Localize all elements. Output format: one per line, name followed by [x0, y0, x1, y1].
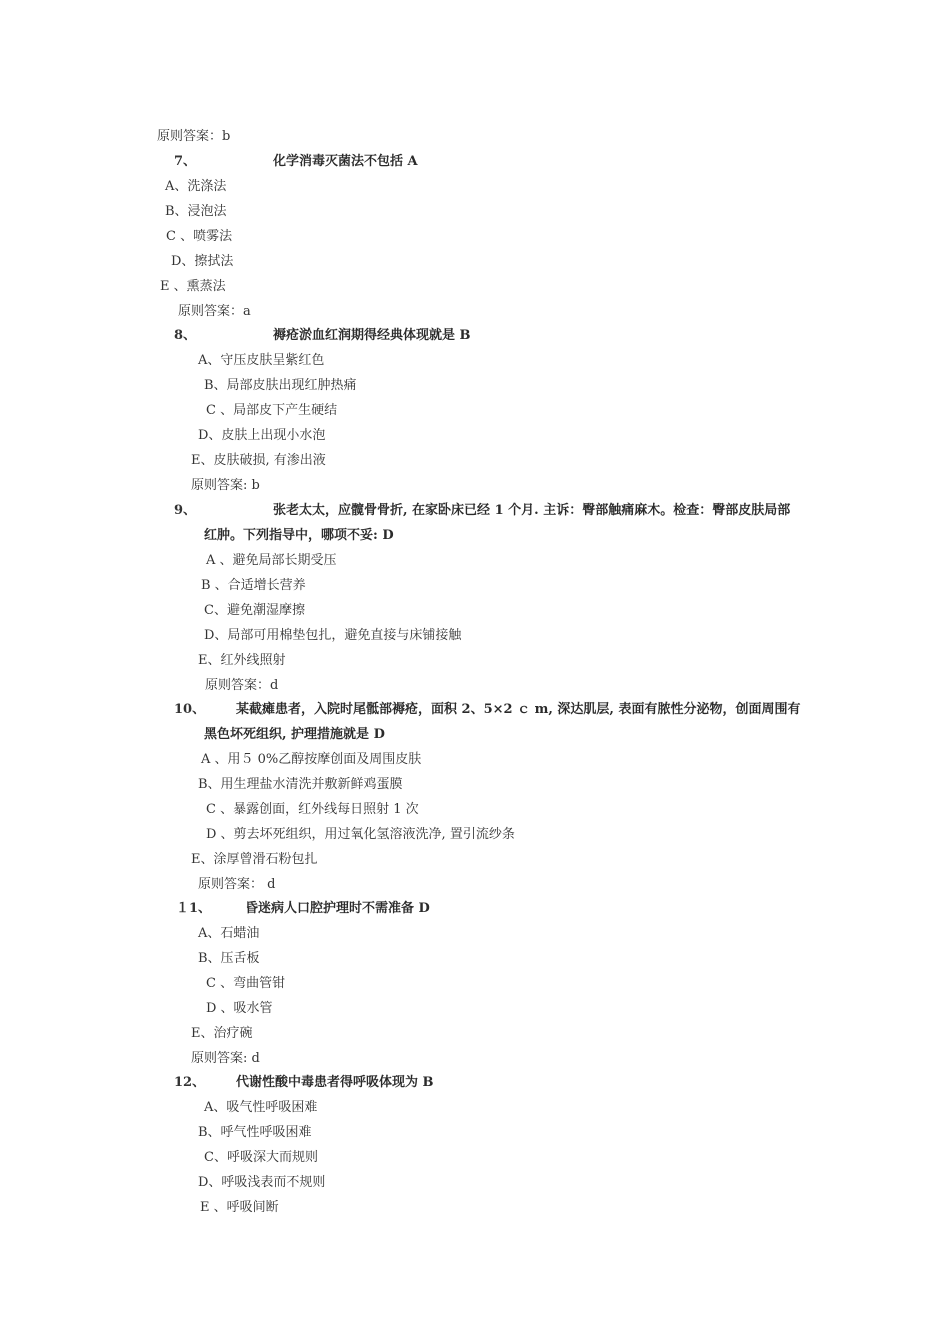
option-b: B、用生理盐水清洗并敷新鲜鸡蛋膜: [198, 777, 403, 792]
option-c: C、避免潮湿摩擦: [204, 603, 305, 618]
answer-line: 原则答案: d: [191, 1051, 260, 1066]
option-e: E、红外线照射: [198, 653, 286, 668]
option-e: E、涂厚曾滑石粉包扎: [191, 852, 318, 867]
option-d: D、局部可用棉垫包扎，避免直接与床铺接触: [204, 628, 462, 643]
question-text: 某截瘫患者，入院时尾骶部褥疮，面积 2、5×2 ｃ m, 深达肌层, 表面有脓性分泌物，创面周围有: [236, 702, 801, 717]
option-d: D 、剪去坏死组织，用过氧化氢溶液洗净, 置引流纱条: [206, 827, 515, 842]
question-number: 7、: [174, 154, 197, 169]
option-e: E 、熏蒸法: [160, 279, 226, 294]
option-c: C 、弯曲管钳: [206, 976, 286, 991]
option-e: E、治疗碗: [191, 1026, 253, 1041]
option-a: A 、避免局部长期受压: [206, 553, 337, 568]
option-d: D、皮肤上出现小水泡: [198, 428, 326, 443]
question-number: １1、: [176, 901, 212, 916]
answer-line: 原则答案: b: [191, 478, 260, 493]
option-d: D 、吸水管: [206, 1001, 273, 1016]
answer-line: 原则答案：a: [178, 304, 251, 319]
question-text: 张老太太，应髋骨骨折, 在家卧床已经 1 个月. 主诉：臀部触痛麻木。检查：臀部皮肤局部: [273, 503, 791, 518]
option-d: D、呼吸浅表而不规则: [198, 1175, 326, 1190]
question-text: 代谢性酸中毒患者得呼吸体现为 B: [236, 1075, 434, 1090]
question-text-continued: 红肿。下列指导中，哪项不妥: D: [204, 528, 394, 543]
question-number: 10、: [174, 702, 206, 717]
option-a: A、洗涤法: [165, 179, 227, 194]
question-number: 8、: [174, 328, 197, 343]
option-c: C、呼吸深大而规则: [204, 1150, 318, 1165]
question-text: 化学消毒灭菌法不包括 A: [273, 154, 418, 169]
option-a: A、吸气性呼吸困难: [204, 1100, 318, 1115]
option-b: B、局部皮肤出现红肿热痛: [204, 378, 357, 393]
answer-line: 原则答案： d: [198, 877, 276, 892]
option-a: A、石蜡油: [198, 926, 260, 941]
option-b: B 、合适增长营养: [201, 578, 306, 593]
option-c: C 、喷雾法: [166, 229, 233, 244]
option-b: B、压舌板: [198, 951, 260, 966]
option-c: C 、局部皮下产生硬结: [206, 403, 338, 418]
option-b: B、浸泡法: [165, 204, 227, 219]
option-a: A、守压皮肤呈紫红色: [198, 353, 325, 368]
option-e: E、皮肤破损, 有渗出液: [191, 453, 326, 468]
question-number: 9、: [174, 503, 197, 518]
question-text-continued: 黑色坏死组织, 护理措施就是 D: [204, 727, 385, 742]
option-a: A 、用５ 0%乙醇按摩创面及周围皮肤: [201, 752, 422, 767]
answer-line: 原则答案：d: [205, 678, 279, 693]
question-number: 12、: [174, 1075, 206, 1090]
question-text: 褥疮淤血红润期得经典体现就是 B: [273, 328, 471, 343]
option-e: E 、呼吸间断: [200, 1200, 279, 1215]
option-c: C 、暴露创面，红外线每日照射 1 次: [206, 802, 419, 817]
question-text: 昏迷病人口腔护理时不需准备 D: [245, 901, 430, 916]
option-b: B、呼气性呼吸困难: [198, 1125, 312, 1140]
option-d: D、擦拭法: [171, 254, 234, 269]
answer-line: 原则答案：b: [157, 129, 231, 144]
